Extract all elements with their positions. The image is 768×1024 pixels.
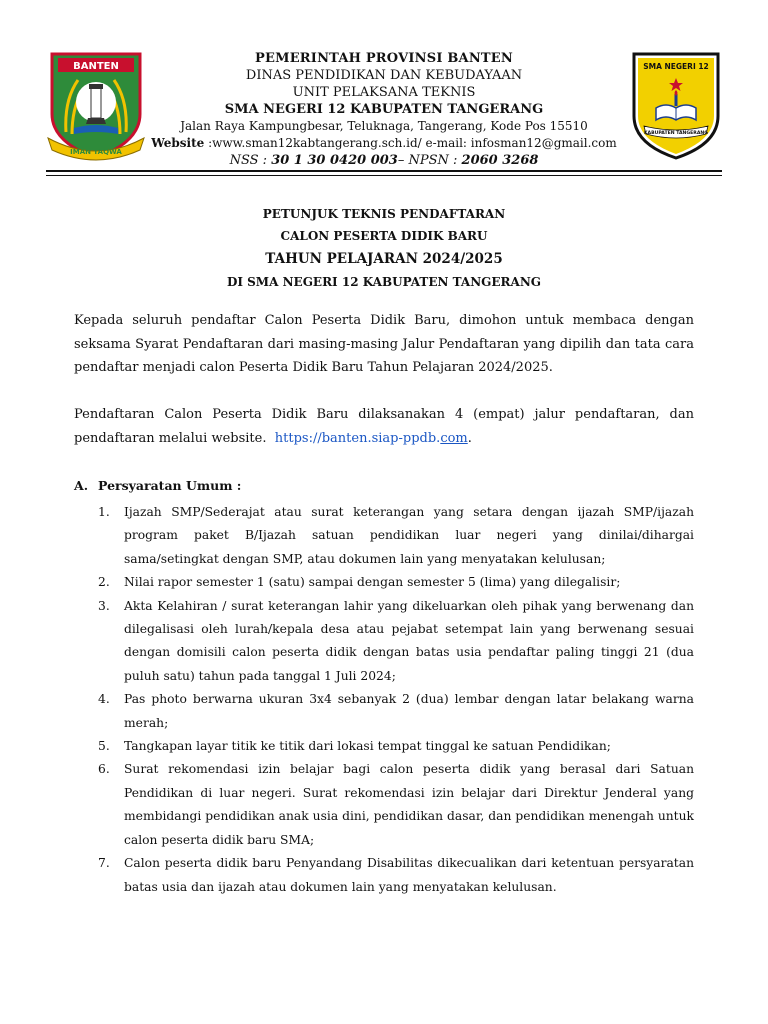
letterhead-school-name: SMA NEGERI 12 KABUPATEN TANGERANG	[224, 102, 544, 117]
requirement-number: 3.	[98, 598, 110, 613]
school-logo	[630, 50, 722, 160]
npsn-value: 2060 3268	[461, 153, 539, 168]
requirement-item	[74, 735, 694, 758]
requirement-number: 7.	[98, 856, 110, 871]
registration-website-link[interactable]	[275, 431, 468, 446]
website-email-text: :www.sman12kabtangerang.sch.id/ e-mail: infosman12@gmail.com	[204, 136, 617, 150]
nss-value: 30 1 30 0420 003	[271, 153, 398, 168]
title-line-2: CALON PESERTA DIDIK BARU	[280, 229, 488, 243]
requirement-text: Ijazah SMP/Sederajat atau surat keterangan yang setara dengan ijazah SMP/ijazah program paket B/Ijazah satuan pendidikan luar negeri yang dinilai/dihargai sama/setingkat dengan SMP, atau dokumen lain yang menyatakan kelulusan;	[124, 505, 694, 566]
letterhead-government: PEMERINTAH PROVINSI BANTEN	[255, 51, 513, 66]
letterhead-unit: UNIT PELAKSANA TEKNIS	[292, 85, 476, 100]
link-tail-text: com	[440, 430, 468, 446]
registration-paragraph	[74, 403, 694, 450]
letterhead-codes	[150, 152, 618, 169]
title-line-3: TAHUN PELAJARAN 2024/2025	[265, 251, 503, 267]
requirement-number: 5.	[98, 739, 110, 754]
requirement-number: 2.	[98, 575, 110, 590]
requirement-text: Pas photo berwarna ukuran 3x4 sebanyak 2 (dua) lembar dengan latar belakang warna merah;	[124, 692, 694, 730]
registration-text: Pendaftaran Calon Peserta Didik Baru dilaksanakan 4 (empat) jalur pendaftaran, dan pendaftaran melalui website.	[74, 407, 694, 446]
requirement-item	[74, 571, 694, 594]
nss-label: NSS :	[229, 153, 272, 168]
document-title	[100, 203, 668, 293]
npsn-label: – NPSN :	[397, 153, 462, 168]
letterhead-contact	[142, 135, 626, 152]
school-logo-top-text: SMA NEGERI 12	[643, 62, 709, 71]
section-heading	[74, 475, 694, 497]
requirement-item	[74, 595, 694, 689]
requirement-item	[74, 758, 694, 852]
banten-emblem-logo	[44, 50, 148, 162]
intro-paragraph: Kepada seluruh pendaftar Calon Peserta Didik Baru, dimohon untuk membaca dengan seksama Syarat Pendaftaran dari masing-masing Jalur Pendaftaran yang dipilih dan tata cara pendaftar menjadi calon Peserta Didik Baru Tahun Pelajaran 2024/2025.	[74, 313, 694, 375]
website-label: Website	[151, 136, 205, 150]
requirement-text: Surat rekomendasi izin belajar bagi calon peserta didik yang berasal dari Satuan Pendidikan di luar negeri. Surat rekomendasi izin belajar dari Direktur Jenderal yang membidangi pendidikan anak usia dini, pendidikan dasar, dan pendidikan menengah untuk calon peserta didik baru SMA;	[124, 762, 694, 847]
section-general-requirements	[74, 475, 694, 899]
letterhead-text	[150, 50, 618, 169]
section-letter: A.	[74, 478, 89, 493]
title-line-4: DI SMA NEGERI 12 KABUPATEN TANGERANG	[226, 275, 542, 289]
section-title: Persyaratan Umum :	[98, 478, 242, 493]
letterhead-divider-thin	[46, 175, 722, 176]
title-line-1: PETUNJUK TEKNIS PENDAFTARAN	[262, 207, 506, 221]
requirement-text: Tangkapan layar titik ke titik dari lokasi tempat tinggal ke satuan Pendidikan;	[124, 739, 611, 754]
emblem-top-text: BANTEN	[73, 61, 119, 72]
letterhead-divider-thick	[46, 170, 722, 172]
school-logo-bottom-text: KABUPATEN TANGERANG	[644, 131, 708, 136]
requirement-number: 1.	[98, 505, 110, 519]
emblem-bottom-text: IMAN TAQWA	[70, 148, 122, 156]
requirement-item	[74, 501, 694, 571]
letterhead-department: DINAS PENDIDIKAN DAN KEBUDAYAAN	[245, 68, 523, 83]
link-main-text: https://banten.siap-ppdb.	[274, 430, 441, 446]
requirement-text: Akta Kelahiran / surat keterangan lahir yang dikeluarkan oleh pihak yang berwenang dan dilegalisasi oleh lurah/kepala desa atau pejabat setempat lain yang berwenang sesuai dengan domisili calon peserta didik dengan batas usia pendaftar paling tinggi 21 (dua puluh satu) tahun pada tanggal 1 Juli 2024;	[124, 598, 694, 683]
letterhead	[0, 0, 768, 175]
requirement-number: 6.	[98, 762, 110, 777]
letterhead-address: Jalan Raya Kampungbesar, Teluknaga, Tangerang, Kode Pos 15510	[180, 119, 588, 133]
requirement-text: Nilai rapor semester 1 (satu) sampai dengan semester 5 (lima) yang dilegalisir;	[124, 575, 621, 590]
requirements-list	[74, 501, 694, 899]
requirement-item	[74, 852, 694, 899]
requirement-item	[74, 688, 694, 735]
link-period: .	[467, 430, 472, 446]
requirement-number: 4.	[98, 692, 110, 707]
requirement-text: Calon peserta didik baru Penyandang Disabilitas dikecualikan dari ketentuan persyaratan batas usia dan ijazah atau dokumen lain yang menyatakan kelulusan.	[124, 856, 694, 894]
